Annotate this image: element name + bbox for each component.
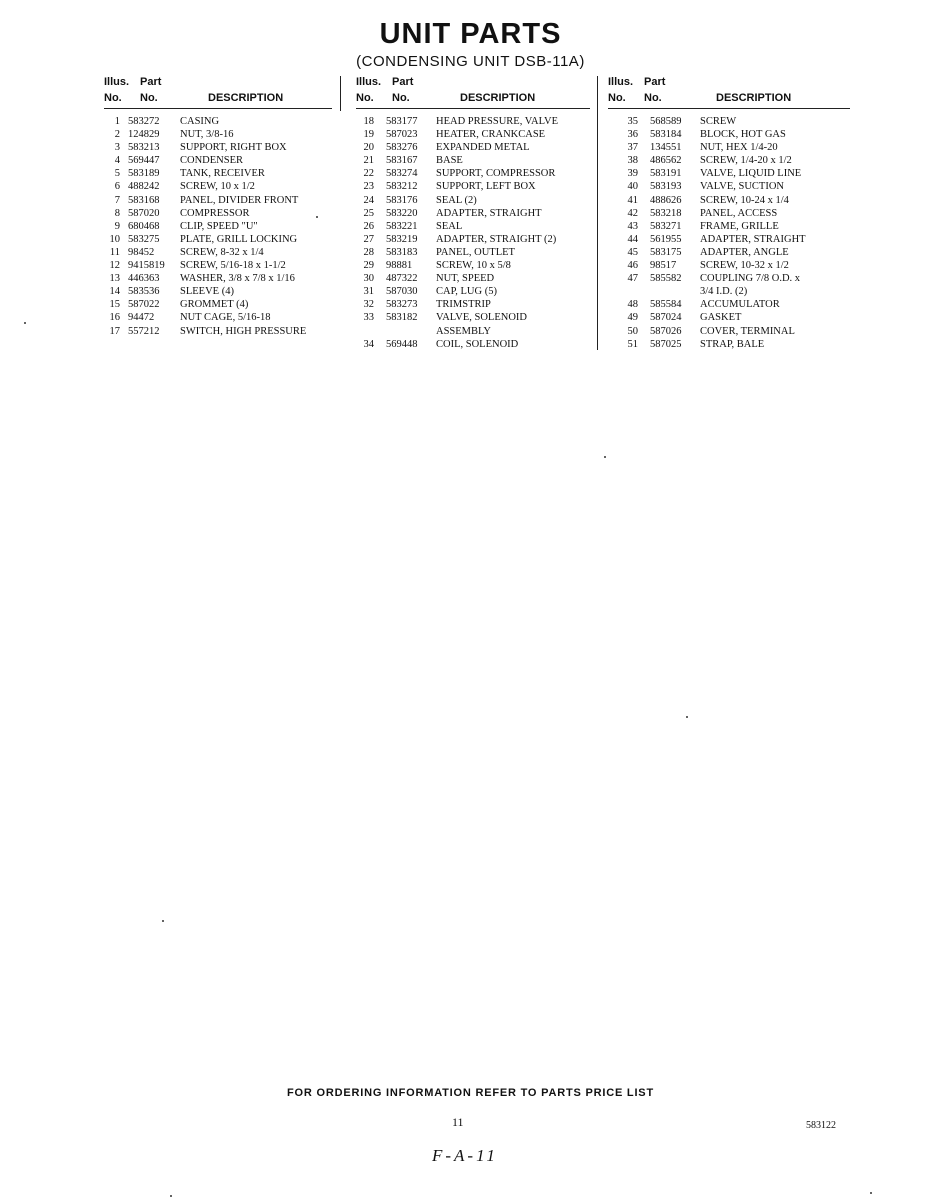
illus-number: 1 <box>114 116 120 127</box>
part-description: COMPRESSOR <box>180 207 250 219</box>
part-description: CLIP, SPEED "U" <box>180 220 258 232</box>
table-row <box>104 115 332 128</box>
table-row <box>104 285 332 298</box>
illus-number: 8 <box>114 207 120 219</box>
table-row <box>608 207 850 220</box>
illus-number: 9 <box>114 220 120 232</box>
part-number: 587020 <box>128 207 160 219</box>
header-part-no: No. <box>140 92 158 104</box>
part-description: VALVE, LIQUID LINE <box>700 168 802 180</box>
part-number: 98517 <box>650 260 677 272</box>
header-description: DESCRIPTION <box>208 92 284 104</box>
table-row <box>356 298 590 311</box>
table-row <box>608 141 850 154</box>
illus-number: 26 <box>363 220 374 232</box>
part-description: SUPPORT, RIGHT BOX <box>180 142 287 154</box>
header-part: Part <box>392 76 414 88</box>
part-number: 583176 <box>386 194 418 206</box>
illus-number: 22 <box>363 168 374 180</box>
part-number: 583212 <box>386 181 418 193</box>
header-illus-no: No. <box>608 92 626 104</box>
part-description: NUT, HEX 1/4-20 <box>700 142 778 154</box>
part-number: 583167 <box>386 155 418 167</box>
table-row <box>356 180 590 193</box>
table-row <box>356 207 590 220</box>
header-illus: Illus. <box>608 76 634 88</box>
part-description: NUT, SPEED <box>436 273 495 285</box>
illus-number: 23 <box>363 181 374 193</box>
part-description: ADAPTER, STRAIGHT <box>436 207 542 219</box>
illus-number: 41 <box>627 194 638 206</box>
illus-number: 37 <box>627 142 638 154</box>
part-description: GROMMET (4) <box>180 299 249 311</box>
part-number: 583218 <box>650 207 682 219</box>
part-number: 583168 <box>128 194 160 206</box>
part-description: HEATER, CRANKCASE <box>436 129 546 141</box>
part-description: ASSEMBLY <box>436 325 491 337</box>
part-description: SEAL <box>436 220 463 232</box>
header-illus: Illus. <box>104 76 130 88</box>
part-description: COIL, SOLENOID <box>436 338 519 350</box>
part-description: 3/4 I.D. (2) <box>700 286 748 298</box>
illus-number: 46 <box>627 260 638 272</box>
illus-number: 24 <box>363 194 374 206</box>
table-row <box>104 298 332 311</box>
scan-speck <box>24 322 26 324</box>
part-number: 124829 <box>128 129 160 141</box>
table-row <box>104 128 332 141</box>
scan-speck <box>870 1192 872 1194</box>
header-illus-no: No. <box>356 92 374 104</box>
table-row <box>104 220 332 233</box>
scan-speck <box>170 1195 172 1197</box>
part-description: BLOCK, HOT GAS <box>700 129 786 141</box>
illus-number: 27 <box>363 233 374 245</box>
illus-number: 42 <box>627 207 638 219</box>
part-description: PANEL, ACCESS <box>700 207 778 219</box>
table-row <box>356 272 590 285</box>
part-description: CAP, LUG (5) <box>436 286 497 298</box>
illus-number: 11 <box>109 246 120 258</box>
header-illus-no: No. <box>104 92 122 104</box>
illus-number: 44 <box>627 233 638 245</box>
parts-table-header <box>104 74 332 109</box>
table-row <box>104 154 332 167</box>
part-number: 587026 <box>650 325 682 337</box>
table-row <box>104 272 332 285</box>
part-number: 583213 <box>128 142 160 154</box>
part-number: 583272 <box>128 116 160 127</box>
illus-number: 29 <box>363 260 374 272</box>
part-description: ADAPTER, ANGLE <box>700 246 789 258</box>
part-number: 583184 <box>650 129 682 141</box>
part-description: SUPPORT, COMPRESSOR <box>436 168 556 180</box>
illus-number: 4 <box>114 155 120 167</box>
table-row <box>356 259 590 272</box>
illus-number: 35 <box>627 116 638 127</box>
table-row <box>356 194 590 207</box>
part-number: 446363 <box>128 273 160 285</box>
illus-number: 13 <box>109 273 120 285</box>
illus-number: 36 <box>627 129 638 141</box>
part-number: 587022 <box>128 299 160 311</box>
part-number: 583221 <box>386 220 418 232</box>
illus-number: 45 <box>627 246 638 258</box>
table-row <box>608 311 850 324</box>
part-description: SLEEVE (4) <box>180 286 234 298</box>
illus-number: 31 <box>363 286 374 298</box>
table-row <box>104 233 332 246</box>
part-description: WASHER, 3/8 x 7/8 x 1/16 <box>180 273 295 285</box>
table-row <box>356 115 590 128</box>
illus-number: 30 <box>363 273 374 285</box>
table-row <box>104 180 332 193</box>
part-number: 488626 <box>650 194 682 206</box>
part-description: ACCUMULATOR <box>700 299 780 311</box>
illus-number: 18 <box>363 116 374 127</box>
part-description: FRAME, GRILLE <box>700 220 779 232</box>
part-number: 585584 <box>650 299 682 311</box>
illus-number: 50 <box>627 325 638 337</box>
illus-number: 19 <box>363 129 374 141</box>
part-number: 583220 <box>386 207 418 219</box>
part-number: 583219 <box>386 233 418 245</box>
part-description: SUPPORT, LEFT BOX <box>436 181 536 193</box>
parts-table-header <box>608 74 850 109</box>
part-number: 583182 <box>386 312 418 324</box>
part-description: SCREW, 8-32 x 1/4 <box>180 246 264 258</box>
table-row <box>356 285 590 298</box>
ordering-note: FOR ORDERING INFORMATION REFER TO PARTS PRICE LIST <box>287 1087 654 1099</box>
table-row <box>356 338 590 351</box>
header-part: Part <box>644 76 666 88</box>
illus-number: 7 <box>114 194 120 206</box>
table-row <box>608 298 850 311</box>
part-description: VALVE, SOLENOID <box>436 312 528 324</box>
table-row <box>608 167 850 180</box>
part-number: 587025 <box>650 338 682 350</box>
part-number: 98452 <box>128 246 155 258</box>
table-row <box>356 128 590 141</box>
illus-number: 6 <box>114 181 120 193</box>
part-number: 488242 <box>128 181 160 193</box>
part-number: 583175 <box>650 246 682 258</box>
table-row <box>104 325 332 338</box>
part-description: NUT, 3/8-16 <box>180 129 234 141</box>
parts-list <box>608 115 850 351</box>
illus-number: 20 <box>363 142 374 154</box>
illus-number: 34 <box>363 338 374 350</box>
part-number: 583191 <box>650 168 682 180</box>
illus-number: 21 <box>363 155 374 167</box>
table-row <box>608 259 850 272</box>
table-row <box>608 272 850 285</box>
header-part-no: No. <box>392 92 410 104</box>
table-row <box>356 167 590 180</box>
page-title: UNIT PARTS <box>379 18 562 50</box>
part-description: SCREW, 10 x 5/8 <box>436 260 511 272</box>
part-number: 486562 <box>650 155 682 167</box>
part-description: PANEL, DIVIDER FRONT <box>180 194 299 206</box>
illus-number: 33 <box>363 312 374 324</box>
table-row <box>104 194 332 207</box>
part-number: 585582 <box>650 273 682 285</box>
part-number: 583271 <box>650 220 682 232</box>
part-description: SCREW, 10 x 1/2 <box>180 181 255 193</box>
table-row <box>608 115 850 128</box>
part-number: 583274 <box>386 168 418 180</box>
illus-number: 49 <box>627 312 638 324</box>
illus-number: 10 <box>109 233 120 245</box>
header-part-no: No. <box>644 92 662 104</box>
part-number: 569448 <box>386 338 418 350</box>
table-row <box>356 220 590 233</box>
part-description: CONDENSER <box>180 155 244 167</box>
illus-number: 48 <box>627 299 638 311</box>
part-description: TRIMSTRIP <box>436 299 491 311</box>
illus-number: 28 <box>363 246 374 258</box>
parts-table-header <box>356 74 590 109</box>
part-description: CASING <box>180 116 220 127</box>
parts-column-3 <box>608 74 850 351</box>
table-row <box>608 180 850 193</box>
part-description: SCREW <box>700 116 737 127</box>
table-row <box>356 246 590 259</box>
parts-column-1 <box>104 74 332 338</box>
part-number: 583177 <box>386 116 418 127</box>
part-number: 587024 <box>650 312 682 324</box>
part-description: SEAL (2) <box>436 194 477 206</box>
table-row <box>608 285 850 298</box>
illus-number: 25 <box>363 207 374 219</box>
part-description: PLATE, GRILL LOCKING <box>180 233 298 245</box>
part-number: 583273 <box>386 299 418 311</box>
illus-number: 3 <box>114 142 120 154</box>
header-description: DESCRIPTION <box>460 92 536 104</box>
table-row <box>356 311 590 324</box>
table-row <box>104 141 332 154</box>
table-row <box>608 128 850 141</box>
part-description: BASE <box>436 155 463 167</box>
table-row <box>356 233 590 246</box>
illus-number: 2 <box>114 129 120 141</box>
illus-number: 39 <box>627 168 638 180</box>
part-description: NUT CAGE, 5/16-18 <box>180 312 271 324</box>
table-row <box>608 220 850 233</box>
column-divider <box>597 76 598 350</box>
part-number: 583536 <box>128 286 160 298</box>
part-number: 487322 <box>386 273 418 285</box>
part-number: 134551 <box>650 142 682 154</box>
part-description: HEAD PRESSURE, VALVE <box>436 116 559 127</box>
header-part: Part <box>140 76 162 88</box>
part-description: EXPANDED METAL <box>436 142 530 154</box>
part-number: 583183 <box>386 246 418 258</box>
table-row <box>608 154 850 167</box>
illus-number: 16 <box>109 312 120 324</box>
handwritten-sheet-label: F-A-11 <box>432 1146 498 1165</box>
parts-list <box>104 115 332 338</box>
part-description: GASKET <box>700 312 742 324</box>
part-number: 94472 <box>128 312 155 324</box>
part-number: 561955 <box>650 233 682 245</box>
document-number: 583122 <box>806 1120 836 1131</box>
scan-speck <box>316 216 318 218</box>
scan-speck <box>686 716 688 718</box>
part-number: 9415819 <box>128 260 165 272</box>
table-row <box>356 141 590 154</box>
illus-number: 14 <box>109 286 120 298</box>
illus-number: 5 <box>114 168 120 180</box>
table-row <box>104 246 332 259</box>
part-number: 568589 <box>650 116 682 127</box>
table-row <box>104 167 332 180</box>
table-row <box>608 338 850 351</box>
part-description: ADAPTER, STRAIGHT (2) <box>436 233 557 245</box>
part-number: 583276 <box>386 142 418 154</box>
illus-number: 40 <box>627 181 638 193</box>
part-description: COUPLING 7/8 O.D. x <box>700 273 801 285</box>
table-row <box>608 194 850 207</box>
header-illus: Illus. <box>356 76 382 88</box>
part-number: 98881 <box>386 260 413 272</box>
parts-list <box>356 115 590 351</box>
scan-speck <box>604 456 606 458</box>
part-description: SCREW, 10-32 x 1/2 <box>700 260 789 272</box>
table-row <box>608 325 850 338</box>
part-number: 680468 <box>128 220 160 232</box>
table-row <box>104 207 332 220</box>
part-description: VALVE, SUCTION <box>700 181 785 193</box>
part-description: STRAP, BALE <box>700 338 765 350</box>
illus-number: 51 <box>627 338 638 350</box>
column-divider <box>340 76 341 111</box>
table-row <box>356 325 590 338</box>
illus-number: 38 <box>627 155 638 167</box>
illus-number: 12 <box>109 260 120 272</box>
illus-number: 47 <box>627 273 638 285</box>
part-description: SCREW, 5/16-18 x 1-1/2 <box>180 260 286 272</box>
table-row <box>356 154 590 167</box>
illus-number: 17 <box>109 325 120 337</box>
part-number: 557212 <box>128 325 160 337</box>
part-description: SCREW, 1/4-20 x 1/2 <box>700 155 792 167</box>
table-row <box>104 311 332 324</box>
part-description: SCREW, 10-24 x 1/4 <box>700 194 789 206</box>
header-description: DESCRIPTION <box>716 92 792 104</box>
page-subtitle: (CONDENSING UNIT DSB-11A) <box>356 53 585 70</box>
part-number: 583275 <box>128 233 160 245</box>
part-description: SWITCH, HIGH PRESSURE <box>180 325 307 337</box>
part-number: 587030 <box>386 286 418 298</box>
part-number: 569447 <box>128 155 160 167</box>
table-row <box>104 259 332 272</box>
part-number: 587023 <box>386 129 418 141</box>
part-description: PANEL, OUTLET <box>436 246 515 258</box>
illus-number: 15 <box>109 299 120 311</box>
page-number: 11 <box>452 1115 464 1129</box>
part-description: COVER, TERMINAL <box>700 325 795 337</box>
illus-number: 32 <box>363 299 374 311</box>
parts-column-2 <box>356 74 590 351</box>
part-number: 583189 <box>128 168 160 180</box>
part-description: TANK, RECEIVER <box>180 168 265 180</box>
table-row <box>608 246 850 259</box>
part-number: 583193 <box>650 181 682 193</box>
table-row <box>608 233 850 246</box>
part-description: ADAPTER, STRAIGHT <box>700 233 806 245</box>
illus-number: 43 <box>627 220 638 232</box>
scan-speck <box>162 920 164 922</box>
